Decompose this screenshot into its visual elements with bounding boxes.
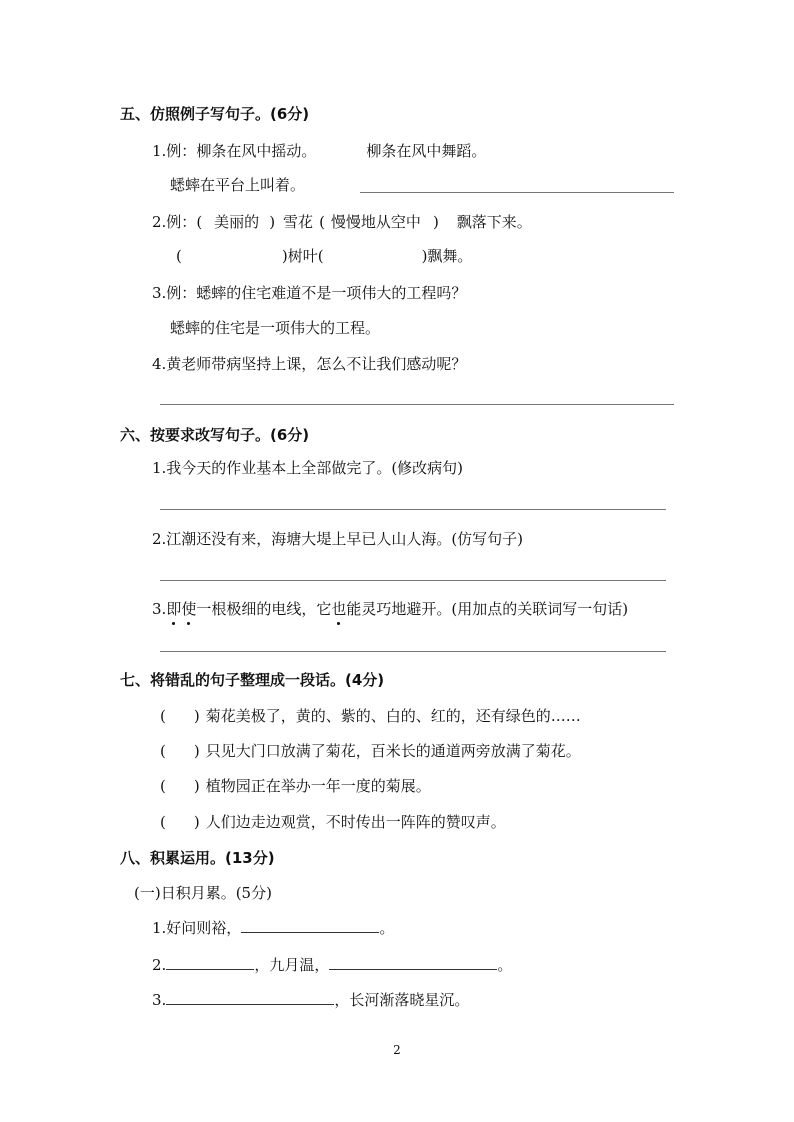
fill-blank[interactable] <box>166 990 334 1005</box>
sec6-q3 <box>152 599 628 619</box>
sec5-q2-prefix: 2.例： <box>152 213 197 231</box>
order-bracket[interactable]: ) <box>193 742 200 760</box>
sec5-q2-paren: ( <box>196 213 203 231</box>
sec8-q2-text: ，九月温， <box>254 956 330 974</box>
sec5-q3-task: 蟋蟀的住宅是一项伟大的工程。 <box>170 319 381 337</box>
sec6-q3-text: 能灵巧地避开。(用加点的关联词写一句话) <box>346 600 629 618</box>
emphasis-dot-char: 即 <box>166 600 182 618</box>
sec8-q1 <box>152 918 394 938</box>
sec7-item-text: 人们边走边观赏，不时传出一阵阵的赞叹声。 <box>205 813 506 831</box>
section-7-title: 七、将错乱的句子整理成一段话。(4分) <box>120 671 385 689</box>
sec5-q1-prefix: 1.例： <box>152 142 197 160</box>
sec6-q2-answer-line[interactable] <box>160 580 666 581</box>
fill-blank[interactable] <box>329 955 497 970</box>
order-bracket[interactable]: ( <box>160 742 166 760</box>
sec6-q2: 2.江潮还没有来，海塘大堤上早已人山人海。(仿写句子) <box>152 530 524 548</box>
sec5-q1-example-answer: 柳条在风中舞蹈。 <box>366 142 487 160</box>
sec8-q1-text: 1.好问则裕， <box>152 919 242 937</box>
sec6-q3-number: 3. <box>152 600 167 618</box>
sec8-subtitle: (一)日积月累。(5分) <box>134 884 272 902</box>
sec5-q3-example: 3.例：蟋蟀的住宅难道不是一项伟大的工程吗？ <box>152 284 467 302</box>
order-bracket[interactable]: ( <box>160 707 166 725</box>
sec8-q2 <box>152 955 512 975</box>
sec5-q1-example: 柳条在风中摇动。 <box>196 142 317 160</box>
sec5-q2-paren: ) <box>269 213 276 231</box>
section-8-title: 八、积累运用。(13分) <box>120 849 275 867</box>
section-5-title: 五、仿照例子写句子。(6分) <box>120 105 310 123</box>
sec8-q2-end: 。 <box>497 956 513 974</box>
sec7-item-text: 植物园正在举办一年一度的菊展。 <box>205 777 431 795</box>
sec6-q3-text: 一根极细的电线，它 <box>196 600 332 618</box>
sec8-q3-text: ，长河渐落晓星沉。 <box>334 991 470 1009</box>
sec5-q1-answer-line[interactable] <box>360 192 674 193</box>
sec7-item-text: 菊花美极了，黄的、紫的、白的、红的，还有绿色的…… <box>205 707 581 725</box>
sec5-q2-adv: 慢慢地从空中 <box>330 213 421 231</box>
page-number: 2 <box>393 1043 401 1057</box>
order-bracket[interactable]: ) <box>193 707 200 725</box>
emphasis-dot-char: 也 <box>331 600 347 618</box>
sec5-q2-task-noun: )树叶( <box>281 247 324 265</box>
sec6-q3-answer-line[interactable] <box>160 651 666 652</box>
order-bracket[interactable]: ( <box>160 777 166 795</box>
sec7-item-text: 只见大门口放满了菊花，百米长的通道两旁放满了菊花。 <box>205 742 581 760</box>
sec8-q3-number: 3. <box>152 991 167 1009</box>
section-6-title: 六、按要求改写句子。(6分) <box>120 426 310 444</box>
order-bracket[interactable]: ( <box>160 813 166 831</box>
sec7-item <box>160 812 506 832</box>
sec7-item <box>160 741 581 761</box>
emphasis-dot-char: 使 <box>181 600 197 618</box>
sec8-q3 <box>152 990 469 1010</box>
sec6-q1: 1.我今天的作业基本上全部做完了。(修改病句) <box>152 459 464 477</box>
sec7-item <box>160 776 431 796</box>
sec8-q2-number: 2. <box>152 956 167 974</box>
sec5-q2-noun: 雪花 <box>283 213 314 231</box>
sec5-q2-adj: 美丽的 <box>214 213 260 231</box>
sec5-q2-example-line <box>152 212 532 232</box>
sec5-q2-task-verb: )飘舞。 <box>421 247 473 265</box>
sec5-q4-task: 4.黄老师带病坚持上课，怎么不让我们感动呢？ <box>152 355 467 373</box>
sec7-item <box>160 706 581 726</box>
sec5-q1-task: 蟋蟀在平台上叫着。 <box>170 176 306 194</box>
sec8-q1-end: 。 <box>379 919 395 937</box>
sec5-q4-answer-line[interactable] <box>160 404 674 405</box>
fill-blank[interactable] <box>166 955 254 970</box>
sec5-q2-task-paren: ( <box>176 247 182 265</box>
sec5-q2-paren: ) <box>432 213 439 231</box>
fill-blank[interactable] <box>241 918 379 933</box>
sec5-q2-verb: 飘落下来。 <box>456 213 532 231</box>
sec5-q1-example-line <box>152 141 486 161</box>
sec5-q2-paren: ( <box>319 213 325 231</box>
order-bracket[interactable]: ) <box>193 777 200 795</box>
sec5-q2-task-line <box>176 246 472 266</box>
sec6-q1-answer-line[interactable] <box>160 509 666 510</box>
order-bracket[interactable]: ) <box>193 813 200 831</box>
